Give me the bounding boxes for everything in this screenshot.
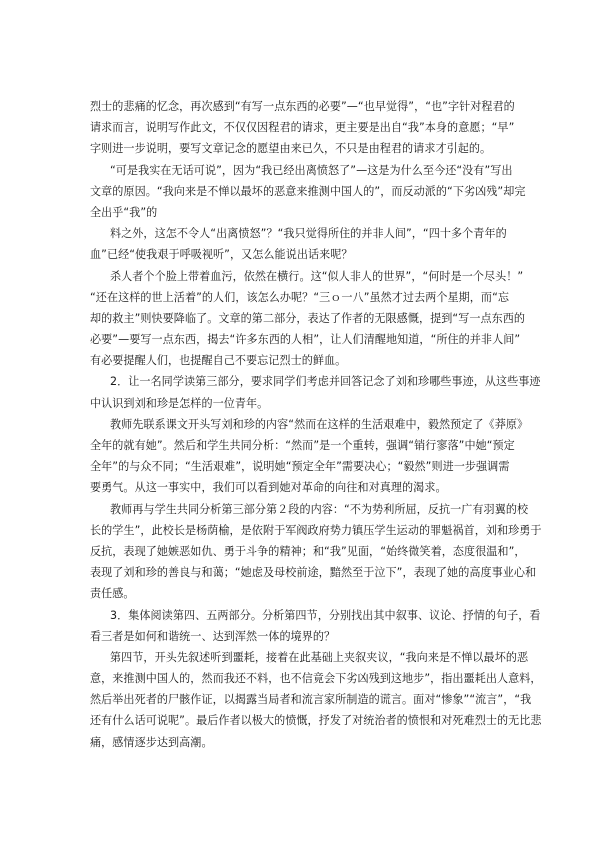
text-line: 然后举出死者的尸骸作证，以揭露当局者和流言家所制造的谎言。面对“惨象”“流言”，“我 xyxy=(90,693,532,707)
text-line: 看三者是如何和谐统一、达到浑然一体的境界的？ xyxy=(90,629,336,643)
text-line: 教师先联系课文开头写刘和珍的内容“然而在这样的生活艰难中，毅然预定了《莽原》 xyxy=(110,417,529,431)
text-line: 必要”—要写一点东西，揭去“许多东西的人相”，让人们清醒地知道，“所住的并非人间” xyxy=(90,333,521,347)
text-line: 要勇气。从这一事实中，我们可以看到她对革命的向往和对真理的渴求。 xyxy=(90,481,447,495)
text-line: 反抗，表现了她嫉恶如仇、勇于斗争的精神；和“我”见面，“始终微笑着，态度很温和”， xyxy=(90,544,526,558)
text-line: “还在这样的世上活着”的人们，该怎么办呢？“三ｏ一八”虽然才过去两个星期，而“忘 xyxy=(90,290,510,304)
text-line: “可是我实在无话可说”，因为“我已经出离愤怒了”—这是为什么至今还“没有”写出 xyxy=(110,163,513,177)
text-line: 3．集体阅读第四、五两部分。分析第四节，分别找出其中叙事、议论、抒情的句子，看 xyxy=(110,608,541,622)
text-line: 意，来推测中国人的，然而我还不料，也不信竟会下劣凶残到这地步”，指出噩耗出人意料， xyxy=(90,672,542,686)
text-line: 字则进一步说明，要写文章记念的愿望由来已久，不只是由程君的请求才引起的。 xyxy=(90,142,492,156)
text-line: 第四节，开头先叙述听到噩耗，接着在此基础上夹叙夹议，“我向来是不惮以最坏的恶 xyxy=(110,650,529,664)
text-line: 烈士的悲痛的忆念，再次感到“有写一点东西的必要”—“也早觉得”，“也”字针对程君的 xyxy=(90,100,515,113)
text-line: 2．让一名同学读第三部分，要求同学们考虑并回答记念了刘和珍哪些事迹，从这些事迹 xyxy=(110,375,541,389)
text-line: 杀人者个个脸上带着血污，依然在横行。这“似人非人的世界”，“何时是一个尽头！” xyxy=(110,269,524,283)
text-line: 血”已经“使我艰于呼吸视听”，又怎么能说出话来呢？ xyxy=(90,248,353,262)
text-line: 责任感。 xyxy=(90,587,135,601)
text-line: 料之外，这怎不令人“出离愤怒”？“我只觉得所住的并非人间”，“四十多个青年的 xyxy=(110,227,507,241)
text-line: 中认识到刘和珍是怎样的一位青年。 xyxy=(90,396,269,410)
text-line: 全年”的与众不同；“生活艰难”，说明她“预定全年”需要决心；“毅然”则进一步强调需 xyxy=(90,460,510,474)
text-line: 全出乎“我”的 xyxy=(90,205,158,219)
text-line: 还有什么话可说呢”。最后作者以极大的愤慨，抒发了对统治者的愤恨和对死难烈士的无比悲 xyxy=(90,714,542,728)
text-line: 长的学生”，此校长是杨荫榆，是依附于军阀政府势力镇压学生运动的罪魁祸首，刘和珍勇于 xyxy=(90,523,542,537)
text-line: 表现了刘和珍的善良与和蔼；“她虑及母校前途，黯然至于泣下”，表现了她的高度事业心和 xyxy=(90,566,537,580)
text-line: 全年的就有她”。然后和学生共同分析：“然而”是一个重转，强调“销行寥落”中她“预定 xyxy=(90,439,515,452)
text-line: 却的救主”则快要降临了。文章的第二部分，表达了作者的无限感慨，提到“写一点东西的 xyxy=(90,311,526,325)
document-body xyxy=(90,96,542,753)
text-line: 请求而言，说明写作此文，不仅仅因程君的请求，更主要是出自“我”本身的意愿；“早” xyxy=(90,121,515,135)
text-line: 痛，感情逐步达到高潮。 xyxy=(90,735,213,749)
text-line: 教师再与学生共同分析第三部分第２段的内容：“不为势利所屈，反抗一广有羽翼的校 xyxy=(110,502,529,516)
text-line: 有必要提醒人们，也提醒自己不要忘记烈士的鲜血。 xyxy=(90,354,347,368)
text-line: 文章的原因。“我向来是不惮以最坏的恶意来推测中国人的”，而反动派的“下劣凶残”却完 xyxy=(90,184,526,198)
